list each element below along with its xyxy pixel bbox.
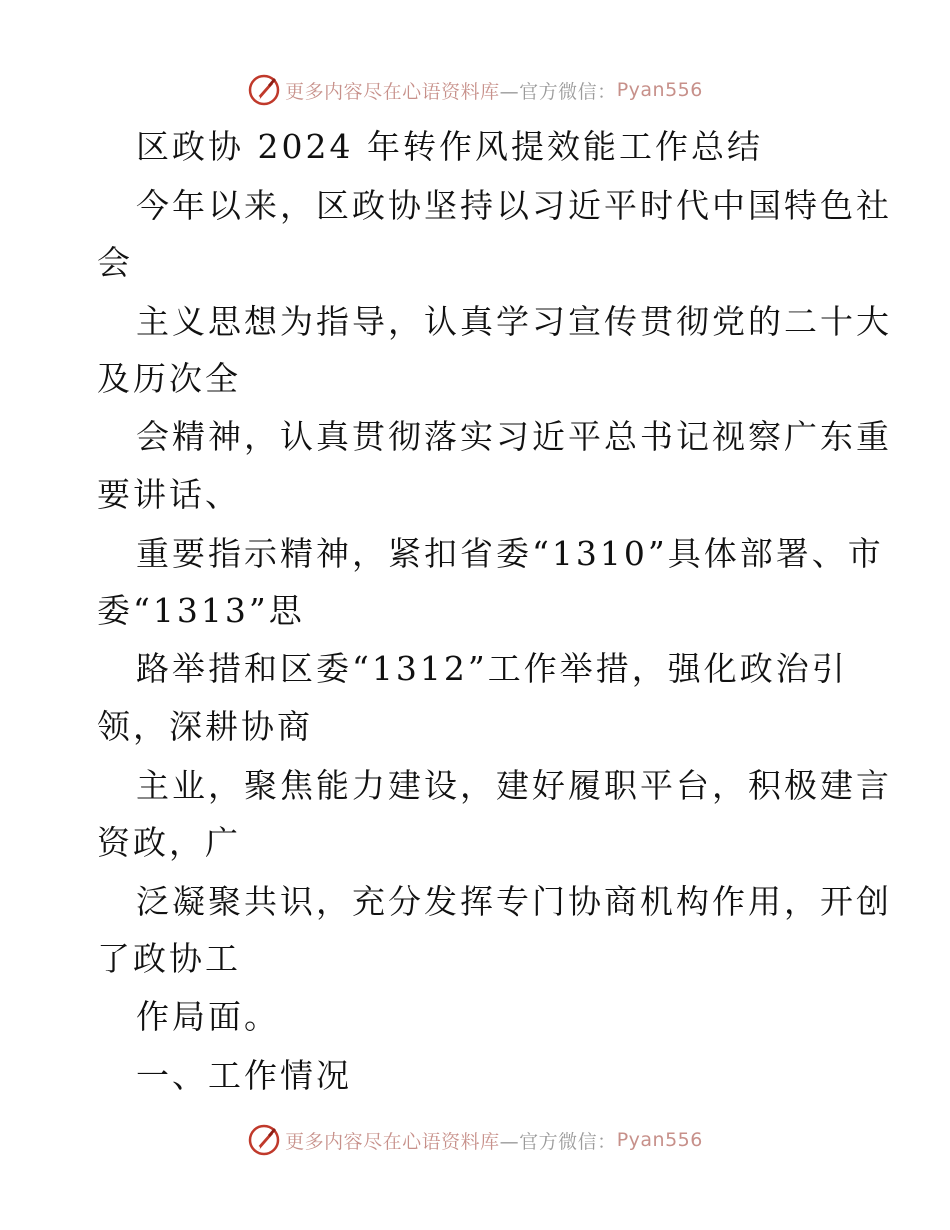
- watermark-brand: 更多内容尽在心语资料库: [285, 1130, 500, 1153]
- paragraph-line: 重要指示精神，紧扣省委“1310”具体部署、市: [136, 534, 884, 573]
- paragraph-line: 今年以来，区政协坚持以习近平时代中国特色社: [136, 186, 892, 225]
- paragraph-line: 了政协工: [97, 939, 241, 978]
- footer-watermark: [0, 1120, 950, 1160]
- paragraph-line: 路举措和区委“1312”工作举措，强化政治引: [136, 649, 848, 688]
- watermark-account: Pyan556: [616, 79, 703, 101]
- quill-logo-icon: [247, 1123, 281, 1157]
- document-title: 区政协 2024 年转作风提效能工作总结: [136, 127, 763, 166]
- paragraph-line: 会: [97, 243, 133, 282]
- paragraph-line: 要讲话、: [97, 475, 241, 514]
- watermark-separator: —官方微信：: [499, 80, 617, 103]
- header-watermark: [0, 70, 950, 110]
- paragraph-line: 领，深耕协商: [97, 707, 313, 746]
- paragraph-line: 资政，广: [97, 823, 241, 862]
- quill-logo-icon: [247, 73, 281, 107]
- watermark-account: Pyan556: [616, 1129, 703, 1151]
- paragraph-line: 作局面。: [136, 997, 280, 1036]
- watermark-brand: 更多内容尽在心语资料库: [285, 80, 500, 103]
- section-heading: 一、工作情况: [136, 1056, 352, 1095]
- paragraph-line: 主义思想为指导，认真学习宣传贯彻党的二十大: [136, 302, 892, 341]
- paragraph-line: 委“1313”思: [97, 591, 305, 630]
- paragraph-line: 泛凝聚共识，充分发挥专门协商机构作用，开创: [136, 882, 892, 921]
- paragraph-line: 及历次全: [97, 359, 241, 398]
- paragraph-line: 会精神，认真贯彻落实习近平总书记视察广东重: [136, 417, 892, 456]
- paragraph-line: 主业，聚焦能力建设，建好履职平台，积极建言: [136, 766, 892, 805]
- watermark-separator: —官方微信：: [499, 1130, 617, 1153]
